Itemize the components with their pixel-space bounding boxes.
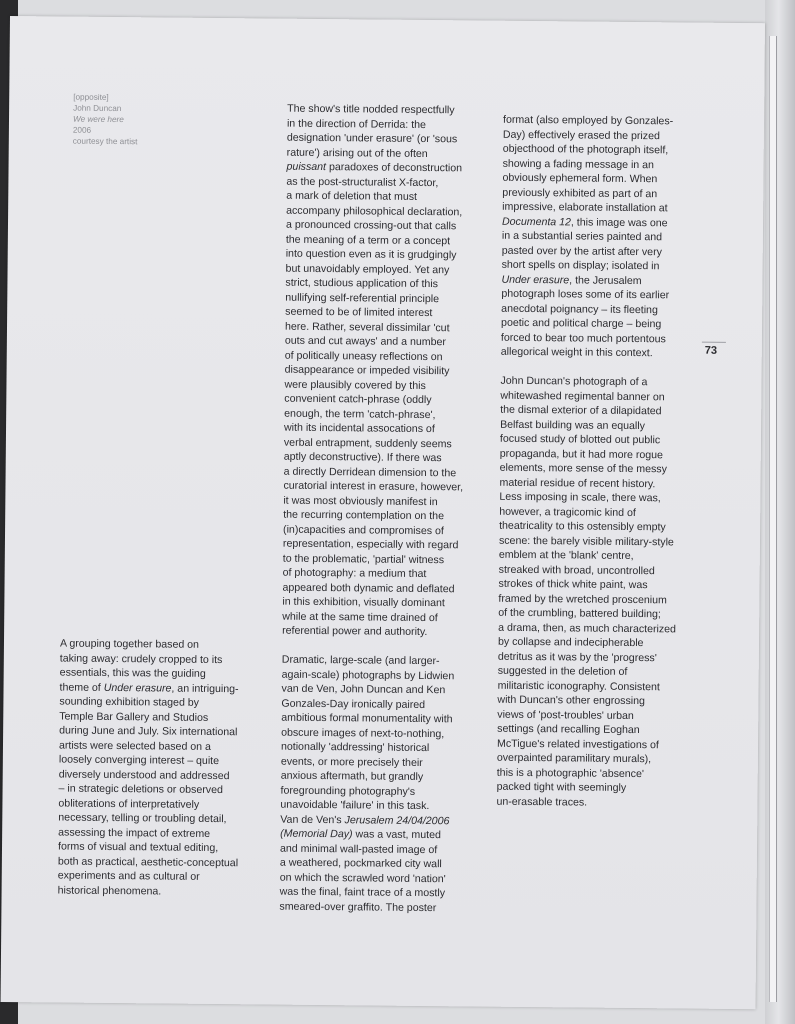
text-line: accompany philosophical declaration, (286, 204, 463, 218)
text-line: with Duncan's other engrossing (497, 693, 645, 708)
text-line: settings (and recalling Eoghan (497, 722, 640, 737)
text-line: pasted over by the artist after very (501, 244, 662, 258)
text-line: on which the scrawled word 'nation' (279, 871, 446, 885)
text-line: previously exhibited as part of an (502, 186, 658, 200)
text-line: a mark of deletion that must (286, 189, 418, 203)
text-line: anecdotal poignancy – its fleeting (501, 302, 658, 316)
text-line: theatricality to this ostensibly empty (499, 519, 666, 534)
text-line: Dramatic, large-scale (and larger- (281, 653, 440, 668)
page-number: 73 (704, 344, 718, 357)
text-line: rature') arising out of the often (286, 146, 428, 160)
text-line: necessary, telling or troubling detail, (58, 811, 227, 826)
caption-year: 2006 (72, 125, 92, 135)
text-line: material residue of recent history. (499, 476, 656, 490)
text-line: in the direction of Derrida: the (286, 117, 427, 131)
text-line: strokes of thick white paint, was (498, 577, 648, 592)
text-line: here. Rather, several dissimilar 'cut (284, 320, 450, 334)
text-line: packed tight with seemingly (496, 780, 627, 794)
text-line: enough, the term 'catch-phrase', (284, 407, 436, 421)
text-line: Van de Ven's Jerusalem 24/04/2006 (280, 813, 450, 827)
text-line: curatorial interest in erasure, however, (283, 479, 464, 494)
text-line: obviously ephemeral form. When (502, 171, 658, 186)
text-line: verbal entrapment, suddenly seems (283, 436, 452, 450)
text-line: diversely understood and addressed (58, 768, 230, 782)
text-line: scene: the barely visible military-style (498, 534, 674, 548)
text-line: convenient catch-phrase (oddly (284, 392, 432, 407)
text-line: views of 'post-troubles' urban (497, 708, 634, 722)
text-line: of politically uneasy reflections on (284, 349, 443, 363)
text-line: disappearance or impeded visibility (284, 363, 450, 378)
text-line: outs and cut aways' and a number (284, 334, 446, 349)
text-line: ambitious formal monumentality with (281, 711, 453, 726)
text-line: sounding exhibition staged by (59, 695, 200, 709)
text-line: militaristic iconography. Consistent (497, 679, 660, 693)
text-line: artists were selected based on a (58, 739, 211, 753)
text-line: overpainted paramilitary murals), (496, 751, 652, 766)
column-right (496, 113, 708, 811)
text-line: un-erasable traces. (496, 795, 588, 809)
text-line: of photography: a medium that (282, 566, 427, 581)
text-line: aptly deconstructive). If there was (283, 450, 442, 465)
text-line: Day) effectively erased the prized (502, 128, 660, 142)
caption-title: We were here (72, 114, 124, 125)
text-line: puissant paradoxes of deconstruction (286, 160, 463, 175)
text-line: Gonzales-Day ironically paired (281, 697, 426, 711)
text-line: taking away: crudely cropped to its (59, 652, 223, 666)
text-line: a pronounced crossing-out that calls (285, 218, 457, 233)
text-line: notionally 'addressing' historical (280, 740, 430, 755)
text-line: into question even as it is grudgingly (285, 247, 457, 262)
column-middle (279, 102, 492, 916)
text-line: emblem at the 'blank' centre, (498, 548, 634, 563)
image-caption (73, 92, 138, 148)
text-line: van de Ven, John Duncan and Ken (281, 682, 446, 697)
text-line: detritus as it was by the 'progress' (497, 650, 657, 664)
text-line: photograph loses some of its earlier (501, 287, 670, 302)
text-line: however, a tragicomic kind of (499, 505, 636, 519)
text-line: during June and July. Six international (59, 724, 238, 739)
text-line: appeared both dynamic and deflated (282, 581, 455, 595)
text-line: smeared-over graffito. The poster (279, 900, 437, 914)
text-line: showing a fading message in an (502, 157, 655, 171)
page-number-rule (702, 342, 726, 343)
text-line: elements, more sense of the messy (499, 461, 667, 476)
text-line: events, or more precisely their (280, 755, 423, 769)
text-line: this is a photographic 'absence' (496, 766, 644, 780)
caption-artist: John Duncan (73, 103, 122, 114)
text-line: nullifying self-referential principle (285, 291, 440, 305)
text-line: a drama, then, as much characterized (498, 621, 677, 635)
text-line: Under erasure, the Jerusalem (501, 273, 642, 287)
text-line: Temple Bar Gallery and Studios (59, 710, 209, 724)
paragraph-photographs (279, 653, 486, 916)
text-line: whitewashed regimental banner on (500, 389, 665, 403)
text-line: John Duncan's photograph of a (500, 374, 648, 389)
text-line: theme of Under erasure, an intriguing- (59, 681, 239, 695)
text-line: loosely converging interest – quite (58, 753, 220, 768)
text-line: the meaning of a term or a concept (285, 233, 451, 247)
text-line: seemed to be of limited interest (285, 305, 433, 320)
text-line: while at the same time drained of (282, 610, 438, 624)
text-line: streaked with broad, uncontrolled (498, 563, 655, 577)
text-line: the recurring contemplation on the (283, 508, 445, 523)
text-line: allegorical weight in this context. (500, 345, 653, 360)
text-line: but unavoidably employed. Yet any (285, 262, 450, 276)
text-line: The show's title nodded respectfully (287, 102, 455, 117)
text-line: – in strategic deletions or observed (58, 782, 223, 797)
text-line: assessing the impact of extreme (58, 826, 211, 840)
text-line: McTigue's related investigations of (496, 737, 659, 751)
text-line: foregrounding photography's (280, 784, 416, 798)
text-line: poetic and political charge – being (501, 316, 662, 331)
text-line: forms of visual and textual editing, (57, 840, 219, 855)
text-line: was the final, faint trace of a mostly (279, 885, 446, 900)
text-line: as the post-structuralist X-factor, (286, 175, 439, 189)
text-line: in a substantial series painted and (501, 229, 663, 244)
text-line: a weathered, pockmarked city wall (279, 856, 442, 871)
text-line: propaganda, but it had more rogue (499, 447, 664, 461)
text-line: to the problematic, 'partial' witness (282, 552, 445, 566)
text-line: of the crumbling, battered building; (498, 606, 661, 621)
text-line: anxious aftermath, but grandly (280, 769, 424, 784)
text-line: the dismal exterior of a dilapidated (500, 403, 662, 418)
text-line: (Memorial Day) was a vast, muted (280, 827, 441, 842)
text-line: strict, studious application of this (285, 276, 439, 291)
paragraph-poster-format (501, 113, 708, 361)
text-line: designation 'under erasure' (or 'sous (286, 131, 458, 146)
paragraph-intro (58, 637, 265, 900)
text-line: (in)capacities and compromises of (283, 523, 444, 537)
text-line: essentials, this was the guiding (59, 666, 206, 680)
text-line: and minimal wall-pasted image of (279, 842, 438, 856)
text-line: by collapse and indecipherable (497, 635, 644, 650)
text-line: experiments and as cultural or (57, 869, 200, 883)
caption-credit: courtesy the artist (72, 136, 138, 147)
text-line: Less imposing in scale, there was, (499, 490, 661, 505)
text-line: obliterations of interpretatively (58, 797, 200, 811)
page-stack-edge (769, 36, 777, 1002)
text-line: historical phenomena. (57, 883, 162, 897)
text-line: objecthood of the photograph itself, (502, 142, 669, 157)
text-line: short spells on display; isolated in (501, 258, 660, 273)
text-line: it was most obviously manifest in (283, 494, 438, 508)
text-line: were plausibly covered by this (284, 378, 426, 392)
caption-position: [opposite] (73, 92, 109, 102)
text-line: with its incidental assocations of (284, 421, 435, 436)
text-line: Belfast building was an equally (500, 418, 646, 432)
text-line: suggested in the deletion of (497, 664, 628, 678)
text-line: A grouping together based on (59, 637, 200, 651)
text-line: representation, especially with regard (282, 537, 459, 552)
text-line: again-scale) photographs by Lidwien (281, 668, 455, 682)
text-line: impressive, elaborate installation at (502, 200, 668, 215)
text-line: both as practical, aesthetic-conceptual (57, 854, 239, 869)
text-line: format (also employed by Gonzales- (502, 113, 674, 128)
column-left (58, 637, 265, 900)
text-line: forced to bear too much portentous (500, 331, 666, 345)
text-line: framed by the wretched proscenium (498, 592, 667, 606)
magazine-page (1, 16, 765, 1009)
paragraph-duncan (496, 374, 705, 811)
text-line: Documenta 12, this image was one (501, 215, 668, 229)
text-line: in this exhibition, visually dominant (282, 595, 445, 610)
text-line: focused study of blotted out public (499, 432, 661, 447)
text-line: obscure images of next-to-nothing, (281, 726, 445, 740)
paragraph-derrida (282, 102, 492, 640)
text-line: referential power and authority. (282, 624, 428, 639)
text-line: a directly Derridean dimension to the (283, 465, 457, 479)
text-line: unavoidable 'failure' in this task. (280, 798, 430, 813)
